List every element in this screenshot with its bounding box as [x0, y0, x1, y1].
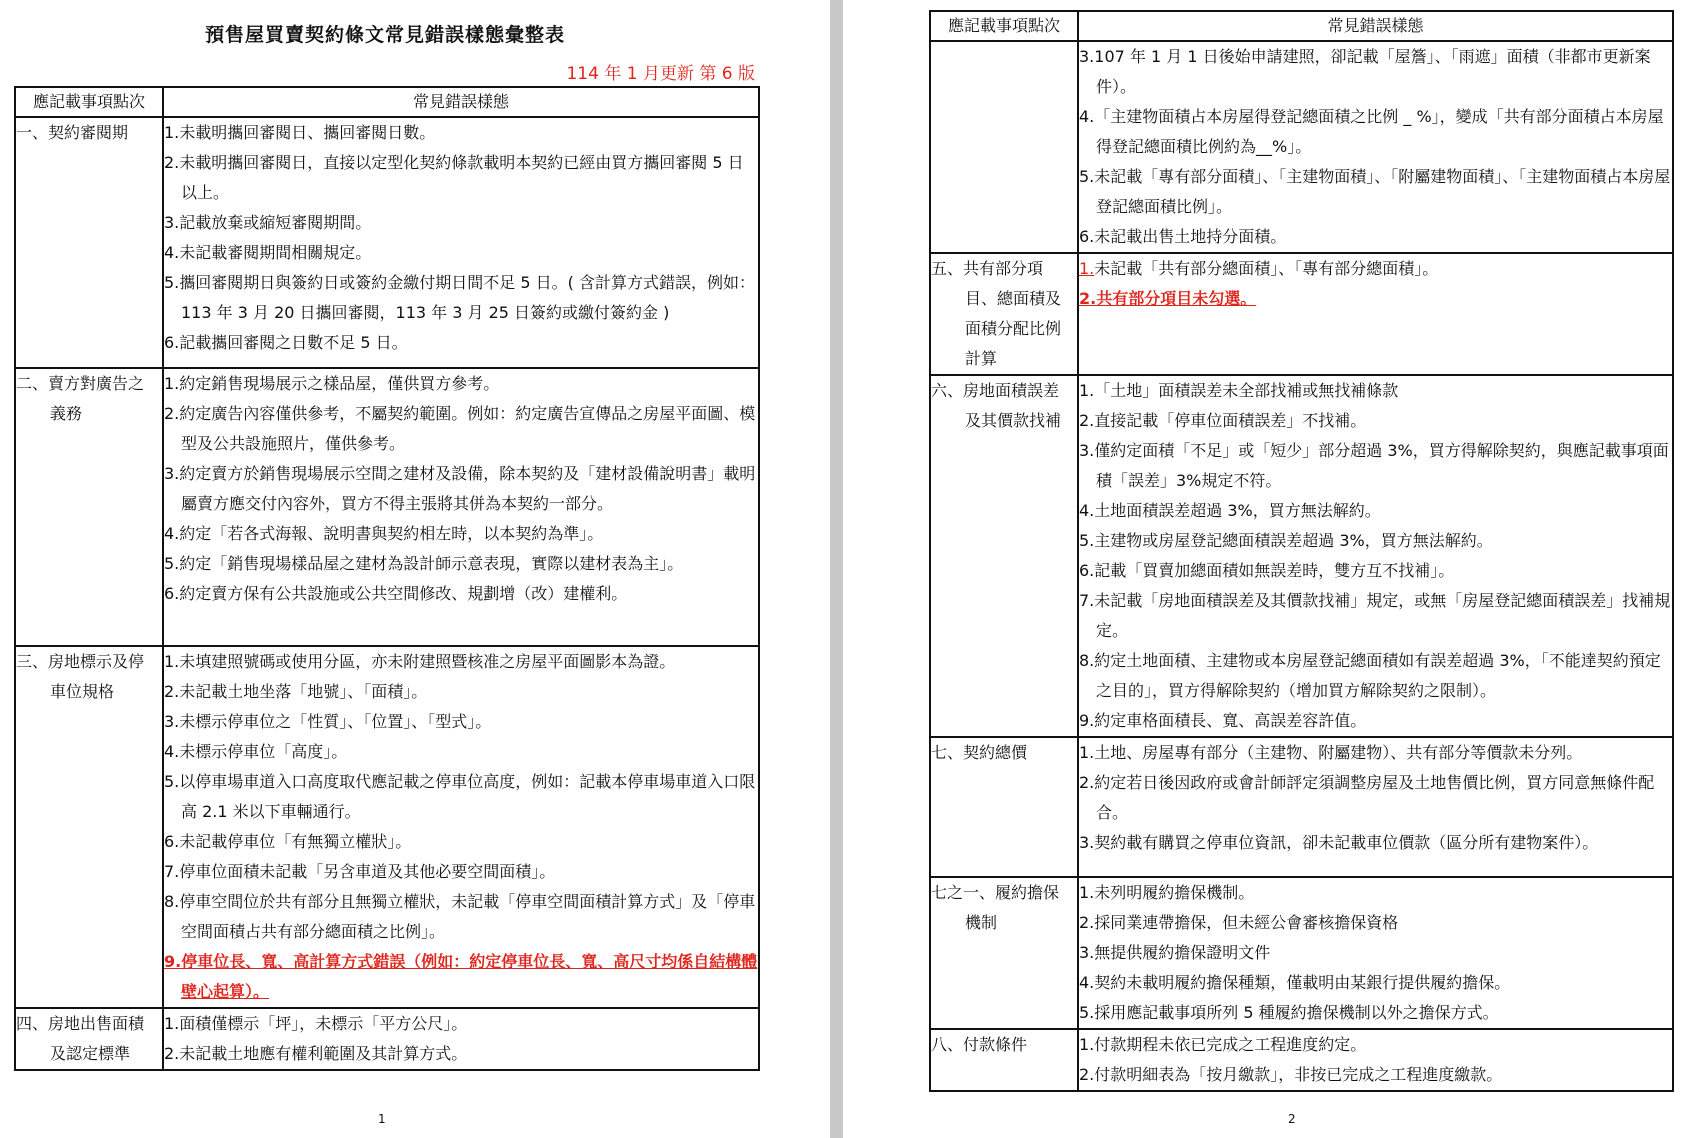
document-page-2 [843, 0, 1685, 1138]
error-item: 5.未記載「專有部分面積」、「主建物面積」、「附屬建物面積」、「主建物面積占本房屋登記總面積比例」。 [1079, 167, 1671, 216]
error-item: 1.面積僅標示「坪」，未標示「平方公尺」。 [164, 1014, 468, 1033]
error-table-page-2 [929, 10, 1674, 1092]
table-row [15, 646, 759, 1008]
category-label-cont: 目、總面積及 [965, 289, 1062, 308]
error-item-highlighted: 9.停車位長、寬、高計算方式錯誤（例如：約定停車位長、寬、高尺寸均係自結構體壁心起算）。 [164, 952, 758, 1001]
header-errors: 常見錯誤樣態 [163, 87, 759, 117]
errors-cell [163, 1008, 759, 1070]
category-label: 七、契約總價 [931, 743, 1028, 762]
error-item: 2.直接記載「停車位面積誤差」不找補。 [1079, 411, 1367, 430]
category-label-cont: 義務 [50, 404, 83, 423]
item-text: 未記載「共有部分總面積」、「專有部分總面積」。 [1094, 259, 1439, 278]
error-item: 6.約定賣方保有公共設施或公共空間修改、規劃增（改）建權利。 [164, 584, 628, 603]
error-item: 3.約定賣方於銷售現場展示空間之建材及設備，除本契約及「建材設備說明書」載明屬賣方應交付內容外，買方不得主張將其併為本契約一部分。 [164, 464, 756, 513]
category-cell [15, 646, 163, 1008]
category-label-cont: 機制 [965, 913, 998, 932]
error-item: 1.「土地」面積誤差未全部找補或無找補條款 [1079, 381, 1399, 400]
error-item: 1.未列明履約擔保機制。 [1079, 883, 1255, 902]
errors-cell [1078, 253, 1673, 375]
category-cell [930, 375, 1078, 737]
category-label: 五、共有部分項 [931, 259, 1044, 278]
category-label: 三、房地標示及停 [16, 652, 145, 671]
category-label-cont: 面積分配比例 [965, 319, 1062, 338]
version-note: 114 年 1 月更新 第 6 版 [566, 64, 755, 84]
error-item: 1.土地、房屋專有部分（主建物、附屬建物）、共有部分等價款未分列。 [1079, 743, 1583, 762]
error-item: 3.無提供履約擔保證明文件 [1079, 943, 1271, 962]
error-item: 2.約定若日後因政府或會計師評定須調整房屋及土地售價比例，買方同意無條件配合。 [1079, 773, 1655, 822]
category-label: 八、付款條件 [931, 1035, 1028, 1054]
errors-cell [1078, 1029, 1673, 1091]
category-label-cont: 車位規格 [50, 682, 115, 701]
error-item: 1.約定銷售現場展示之樣品屋，僅供買方參考。 [164, 374, 500, 393]
errors-cell [1078, 41, 1673, 253]
error-item: 6.未記載停車位「有無獨立權狀」。 [164, 832, 412, 851]
error-item: 5.採用應記載事項所列 5 種履約擔保機制以外之擔保方式。 [1079, 1003, 1499, 1022]
error-item: 8.停車空間位於共有部分且無獨立權狀，未記載「停車空間面積計算方式」及「停車空間面積占共有部分總面積之比例」。 [164, 892, 756, 941]
error-item: 7.停車位面積未記載「另含車道及其他必要空間面積」。 [164, 862, 556, 881]
error-item: 2.採同業連帶擔保，但未經公會審核擔保資格 [1079, 913, 1399, 932]
error-item: 1.未填建照號碼或使用分區，亦未附建照暨核准之房屋平面圖影本為證。 [164, 652, 676, 671]
error-item: 4.土地面積誤差超過 3%，買方無法解約。 [1079, 501, 1381, 520]
document-page-1 [0, 0, 830, 1138]
error-table-page-1 [14, 86, 760, 1071]
category-label: 六、房地面積誤差 [931, 381, 1060, 400]
category-cell [930, 253, 1078, 375]
table-row [930, 41, 1673, 253]
table-row [15, 368, 759, 646]
table-row [930, 1029, 1673, 1091]
error-item: 5.約定「銷售現場樣品屋之建材為設計師示意表現，實際以建材表為主」。 [164, 554, 684, 573]
error-item [1079, 254, 1672, 284]
header-errors: 常見錯誤樣態 [1078, 11, 1673, 41]
error-item: 2.未記載土地應有權利範圍及其計算方式。 [164, 1044, 468, 1063]
category-cell [15, 117, 163, 368]
category-label: 四、房地出售面積 [16, 1014, 145, 1033]
error-item: 7.未記載「房地面積誤差及其價款找補」規定，或無「房屋登記總面積誤差」找補規定。 [1079, 591, 1671, 640]
table-row [930, 375, 1673, 737]
header-category: 應記載事項點次 [930, 11, 1078, 41]
error-item: 4.「主建物面積占本房屋得登記總面積之比例 _ %」，變成「共有部分面積占本房屋得登記總面積比例約為__%」。 [1079, 107, 1664, 156]
errors-cell [1078, 877, 1673, 1029]
errors-cell [1078, 375, 1673, 737]
error-item: 2.約定廣告內容僅供參考，不屬契約範圍。例如：約定廣告宣傳品之房屋平面圖、模型及公共設施照片，僅供參考。 [164, 404, 756, 453]
category-label: 七之一、履約擔保 [931, 883, 1060, 902]
item-number-marked: 1. [1079, 259, 1095, 278]
error-item: 8.約定土地面積、主建物或本房屋登記總面積如有誤差超過 3%，「不能達契約預定之目的」，買方得解除契約（增加買方解除契約之限制）。 [1079, 651, 1661, 700]
table-header-row [15, 87, 759, 117]
category-cell [930, 1029, 1078, 1091]
table-row [930, 877, 1673, 1029]
document-title: 預售屋買賣契約條文常見錯誤樣態彙整表 [204, 24, 565, 46]
page-gutter [830, 0, 843, 1138]
error-item: 4.未標示停車位「高度」。 [164, 742, 348, 761]
category-cell [930, 737, 1078, 877]
category-label-cont: 及認定標準 [50, 1044, 131, 1063]
error-item: 2.未載明攜回審閱日，直接以定型化契約條款載明本契約已經由買方攜回審閱 5 日以上。 [164, 153, 744, 202]
errors-cell [163, 368, 759, 646]
errors-cell [1078, 737, 1673, 877]
error-item: 6.記載「買賣加總面積如無誤差時，雙方互不找補」。 [1079, 561, 1455, 580]
category-label-cont: 計算 [965, 349, 998, 368]
error-item: 6.記載攜回審閱之日數不足 5 日。 [164, 333, 408, 352]
category-cell [930, 877, 1078, 1029]
table-header-row [930, 11, 1673, 41]
category-label: 一、契約審閱期 [16, 123, 129, 142]
error-item: 3.107 年 1 月 1 日後始申請建照，卻記載「屋簷」、「雨遮」面積（非都市更新案件）。 [1079, 47, 1651, 96]
header-category: 應記載事項點次 [15, 87, 163, 117]
errors-cell [163, 646, 759, 1008]
table-row [15, 117, 759, 368]
error-item: 5.主建物或房屋登記總面積誤差超過 3%，買方無法解約。 [1079, 531, 1493, 550]
table-row [930, 253, 1673, 375]
category-label-cont: 及其價款找補 [965, 411, 1062, 430]
table-row [15, 1008, 759, 1070]
error-item: 3.契約載有購買之停車位資訊，卻未記載車位價款（區分所有建物案件）。 [1079, 833, 1599, 852]
page-number: 2 [1288, 1112, 1296, 1126]
error-item: 2.付款明細表為「按月繳款」，非按已完成之工程進度繳款。 [1079, 1065, 1503, 1084]
error-item: 3.記載放棄或縮短審閱期間。 [164, 213, 372, 232]
error-item: 2.未記載土地坐落「地號」、「面積」。 [164, 682, 428, 701]
error-item: 5.以停車場車道入口高度取代應記載之停車位高度，例如：記載本停車場車道入口限高 2.1 米以下車輛通行。 [164, 772, 756, 821]
error-item: 4.約定「若各式海報、說明書與契約相左時，以本契約為準」。 [164, 524, 604, 543]
error-item: 3.僅約定面積「不足」或「短少」部分超過 3%，買方得解除契約，與應記載事項面積「誤差」3%規定不符。 [1079, 441, 1669, 490]
category-cell [930, 41, 1078, 253]
error-item: 6.未記載出售土地持分面積。 [1079, 227, 1287, 246]
category-label: 二、賣方對廣告之 [16, 374, 145, 393]
category-cell [15, 1008, 163, 1070]
error-item: 1.付款期程未依已完成之工程進度約定。 [1079, 1035, 1367, 1054]
table-row [930, 737, 1673, 877]
category-cell [15, 368, 163, 646]
error-item: 4.未記載審閱期間相關規定。 [164, 243, 372, 262]
error-item: 3.未標示停車位之「性質」、「位置」、「型式」。 [164, 712, 492, 731]
error-item: 4.契約未載明履約擔保種類，僅載明由某銀行提供履約擔保。 [1079, 973, 1511, 992]
page-number: 1 [378, 1112, 386, 1126]
error-item: 5.攜回審閱期日與簽約日或簽約金繳付期日間不足 5 日。( 含計算方式錯誤，例如：113 年 3 月 20 日攜回審閱，113 年 3 月 25 日簽約或繳付簽約金 ) [164, 273, 755, 322]
error-item: 1.未載明攜回審閱日、攜回審閱日數。 [164, 123, 436, 142]
error-item: 9.約定車格面積長、寬、高誤差容許值。 [1079, 711, 1367, 730]
error-item-highlighted: 2.共有部分項目未勾選。 [1079, 289, 1257, 308]
errors-cell [163, 117, 759, 368]
